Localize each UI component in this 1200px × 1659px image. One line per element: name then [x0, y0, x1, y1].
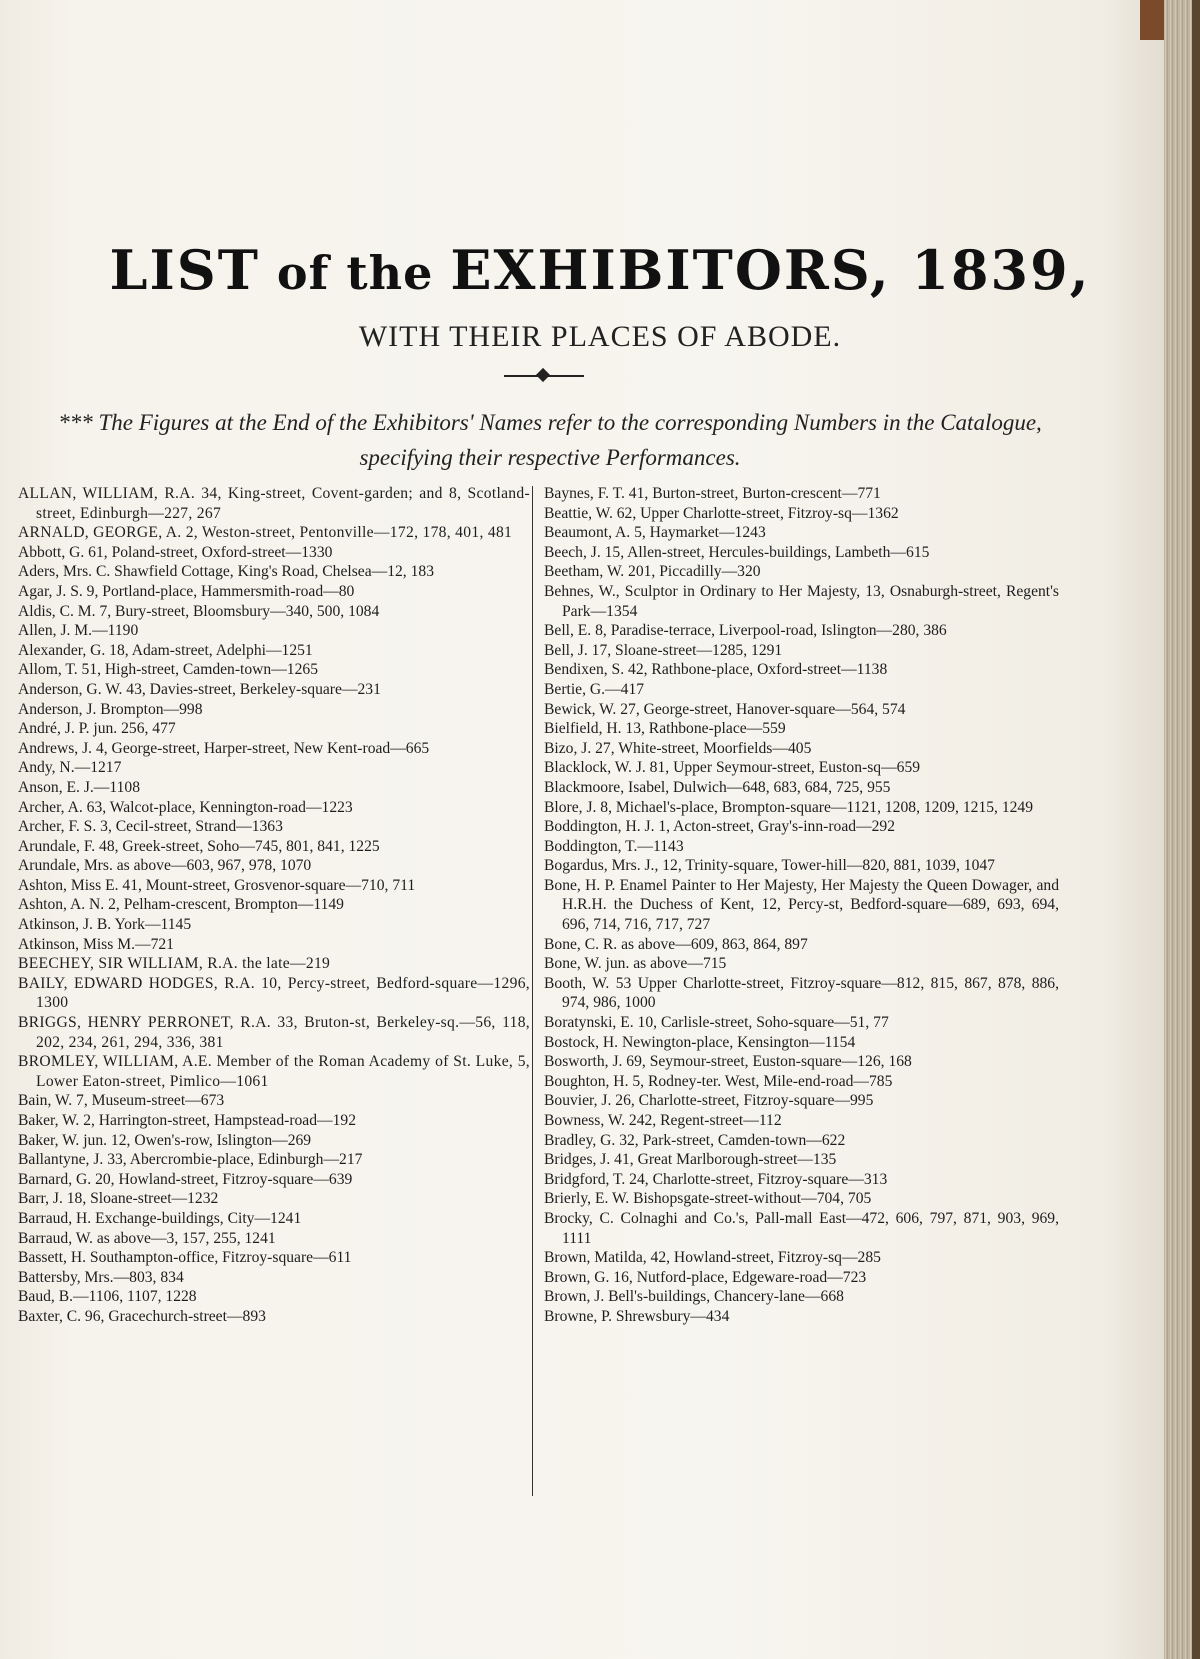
exhibitor-entry: Anson, E. J.—1108 [18, 778, 141, 796]
exhibitor-entry: Abbott, G. 61, Poland-street, Oxford-street—1330 [18, 543, 333, 561]
exhibitor-entry: Ashton, A. N. 2, Pelham-crescent, Brompton—1149 [18, 896, 344, 914]
exhibitor-entry: Baker, W. 2, Harrington-street, Hampstead-road—192 [18, 1112, 357, 1129]
exhibitor-entry: Bell, J. 17, Sloane-street—1285, 1291 [544, 641, 783, 659]
exhibitor-entry: Bone, W. jun. as above—715 [544, 955, 727, 973]
exhibitor-entry: Bostock, H. Newington-place, Kensington—1154 [544, 1033, 856, 1051]
exhibitor-entry: Boddington, H. J. 1, Acton-street, Gray's-inn-road—292 [544, 818, 896, 836]
exhibitor-entry: Bone, H. P. Enamel Painter to Her Majesty, Her Majesty the Queen Dowager, and H.R.H. the Duchess of Kent, 12, Percy-st, Bedford-square—689, 693, 694, 696, 714, 716, 717, 727 [544, 876, 1059, 934]
exhibitor-entry: Beetham, W. 201, Piccadilly—320 [544, 563, 761, 581]
title-year: , 1839, [869, 238, 1091, 302]
exhibitor-entry: Bewick, W. 27, George-street, Hanover-square—564, 574 [544, 700, 906, 718]
exhibitor-entry: Bielfield, H. 13, Rathbone-place—559 [544, 720, 786, 738]
exhibitor-entry: Bosworth, J. 69, Seymour-street, Euston-square—126, 168 [544, 1053, 912, 1071]
exhibitor-entry: Barraud, W. as above—3, 157, 255, 1241 [18, 1229, 276, 1247]
exhibitor-entry: Boughton, H. 5, Rodney-ter. West, Mile-end-road—785 [544, 1072, 893, 1090]
exhibitor-entry: Agar, J. S. 9, Portland-place, Hammersmith-road—80 [18, 582, 355, 600]
exhibitor-entry: Baynes, F. T. 41, Burton-street, Burton-crescent—771 [544, 485, 881, 502]
page-title [0, 238, 1200, 302]
exhibitor-entry: André, J. P. jun. 256, 477 [18, 720, 176, 738]
exhibitor-entry: Bogardus, Mrs. J., 12, Trinity-square, Tower-hill—820, 881, 1039, 1047 [544, 857, 995, 875]
exhibitor-entry: BEECHEY, SIR WILLIAM, R.A. the late—219 [18, 955, 331, 973]
exhibitor-entry: Bouvier, J. 26, Charlotte-street, Fitzroy-square—995 [544, 1092, 874, 1110]
exhibitor-entry: Brierly, E. W. Bishopsgate-street-without—704, 705 [544, 1190, 872, 1208]
exhibitor-entry: Arundale, F. 48, Greek-street, Soho—745, 801, 841, 1225 [18, 837, 380, 855]
exhibitor-entry: Barr, J. 18, Sloane-street—1232 [18, 1190, 219, 1208]
exhibitor-entry: Atkinson, J. B. York—1145 [18, 916, 192, 934]
exhibitor-entry: Allen, J. M.—1190 [18, 622, 139, 640]
exhibitor-entry: Andy, N.—1217 [18, 759, 122, 777]
exhibitor-entry: Bain, W. 7, Museum-street—673 [18, 1092, 225, 1110]
exhibitor-entry: Brown, G. 16, Nutford-place, Edgeware-road—723 [544, 1268, 867, 1286]
exhibitor-entry: BROMLEY, WILLIAM, A.E. Member of the Roman Academy of St. Luke, 5, Lower Eaton-street, Pimlico—1061 [18, 1053, 530, 1090]
exhibitor-entry: Aders, Mrs. C. Shawfield Cottage, King's Road, Chelsea—12, 183 [18, 563, 434, 581]
title-middle: of the [259, 246, 451, 300]
exhibitor-entry: Bridges, J. 41, Great Marlborough-street—135 [544, 1151, 837, 1169]
exhibitor-entry: Bassett, H. Southampton-office, Fitzroy-square—611 [18, 1249, 352, 1267]
exhibitor-entry: Bowness, W. 242, Regent-street—112 [544, 1112, 782, 1129]
exhibitor-entry: Blore, J. 8, Michael's-place, Brompton-square—1121, 1208, 1209, 1215, 1249 [544, 798, 1034, 816]
exhibitor-entry: Atkinson, Miss M.—721 [18, 935, 174, 953]
exhibitor-entry: Bradley, G. 32, Park-street, Camden-town—622 [544, 1131, 846, 1149]
exhibitor-entry: Ballantyne, J. 33, Abercrombie-place, Edinburgh—217 [18, 1151, 363, 1169]
column-divider [532, 486, 533, 1496]
exhibitor-entry: Battersby, Mrs.—803, 834 [18, 1268, 184, 1286]
exhibitor-entry: Barraud, H. Exchange-buildings, City—1241 [18, 1209, 302, 1227]
exhibitor-entry: Boratynski, E. 10, Carlisle-street, Soho-square—51, 77 [544, 1014, 889, 1032]
exhibitor-entry: Andrews, J. 4, George-street, Harper-street, New Kent-road—665 [18, 739, 430, 757]
title-prefix: LIST [109, 238, 260, 302]
exhibitor-entry: Baker, W. jun. 12, Owen's-row, Islington—269 [18, 1131, 312, 1149]
exhibitor-entry: Ashton, Miss E. 41, Mount-street, Grosvenor-square—710, 711 [18, 876, 416, 894]
exhibitor-entry: Allom, T. 51, High-street, Camden-town—1265 [18, 661, 318, 679]
exhibitor-entry: Blacklock, W. J. 81, Upper Seymour-street, Euston-sq—659 [544, 759, 921, 777]
exhibitor-entry: ALLAN, WILLIAM, R.A. 34, King-street, Covent-garden; and 8, Scotland-street, Edinburgh—227, 267 [18, 485, 530, 522]
exhibitor-entry: Barnard, G. 20, Howland-street, Fitzroy-square—639 [18, 1170, 353, 1188]
exhibitor-entry: Bendixen, S. 42, Rathbone-place, Oxford-street—1138 [544, 661, 888, 679]
exhibitor-entry: Anderson, J. Brompton—998 [18, 700, 203, 718]
exhibitor-entry: Beaumont, A. 5, Haymarket—1243 [544, 524, 766, 542]
ornament-diamond [536, 368, 550, 382]
exhibitor-entry: Brown, Matilda, 42, Howland-street, Fitzroy-sq—285 [544, 1249, 881, 1267]
exhibitor-entry: ARNALD, GEORGE, A. 2, Weston-street, Pentonville—172, 178, 401, 481 [18, 524, 513, 542]
exhibitor-entry: Brown, J. Bell's-buildings, Chancery-lane—668 [544, 1288, 844, 1306]
page-subtitle: WITH THEIR PLACES OF ABODE. [358, 320, 842, 353]
catalogue-note: *** The Figures at the End of the Exhibitors' Names refer to the corresponding Numbers in the Catalogue, specifying their respective Performances. [58, 410, 1042, 470]
right-column [544, 484, 1059, 1327]
exhibitor-entry: Bridgford, T. 24, Charlotte-street, Fitzroy-square—313 [544, 1170, 888, 1188]
exhibitor-entry: Archer, A. 63, Walcot-place, Kennington-road—1223 [18, 798, 353, 816]
ornament-divider [504, 370, 584, 382]
exhibitor-entry: BRIGGS, HENRY PERRONET, R.A. 33, Bruton-st, Berkeley-sq.—56, 118, 202, 234, 261, 294, 336, 381 [18, 1014, 530, 1051]
exhibitor-entry: Brocky, C. Colnaghi and Co.'s, Pall-mall East—472, 606, 797, 871, 903, 969, 1111 [544, 1209, 1059, 1247]
exhibitor-entry: Blackmoore, Isabel, Dulwich—648, 683, 684, 725, 955 [544, 778, 891, 796]
left-column [18, 484, 530, 1327]
exhibitor-entry: Beattie, W. 62, Upper Charlotte-street, Fitzroy-sq—1362 [544, 504, 899, 522]
exhibitor-entry: Beech, J. 15, Allen-street, Hercules-buildings, Lambeth—615 [544, 543, 930, 561]
exhibitor-entry: Behnes, W., Sculptor in Ordinary to Her Majesty, 13, Osnaburgh-street, Regent's Park—1354 [544, 582, 1059, 620]
exhibitor-entry: Alexander, G. 18, Adam-street, Adelphi—1251 [18, 641, 313, 659]
exhibitor-entry: Bizo, J. 27, White-street, Moorfields—405 [544, 739, 812, 757]
exhibitor-entry: Boddington, T.—1143 [544, 837, 684, 855]
exhibitor-entry: Bertie, G.—417 [544, 680, 645, 698]
exhibitor-entry: Bell, E. 8, Paradise-terrace, Liverpool-road, Islington—280, 386 [544, 622, 947, 640]
exhibitor-entry: Archer, F. S. 3, Cecil-street, Strand—1363 [18, 818, 283, 836]
exhibitor-entry: Arundale, Mrs. as above—603, 967, 978, 1070 [18, 857, 312, 875]
exhibitor-entry: Anderson, G. W. 43, Davies-street, Berkeley-square—231 [18, 680, 381, 698]
exhibitor-entry: Baxter, C. 96, Gracechurch-street—893 [18, 1307, 266, 1325]
exhibitor-entry: Browne, P. Shrewsbury—434 [544, 1307, 730, 1325]
exhibitor-entry: Bone, C. R. as above—609, 863, 864, 897 [544, 935, 808, 953]
title-main: EXHIBITORS [450, 238, 870, 302]
exhibitor-entry: Aldis, C. M. 7, Bury-street, Bloomsbury—340, 500, 1084 [18, 602, 380, 620]
exhibitor-entry: Booth, W. 53 Upper Charlotte-street, Fitzroy-square—812, 815, 867, 878, 886, 974, 986, 1000 [544, 974, 1059, 1012]
exhibitor-entry: Baud, B.—1106, 1107, 1228 [18, 1288, 197, 1306]
exhibitor-entry: BAILY, EDWARD HODGES, R.A. 10, Percy-street, Bedford-square—1296, 1300 [18, 974, 530, 1012]
